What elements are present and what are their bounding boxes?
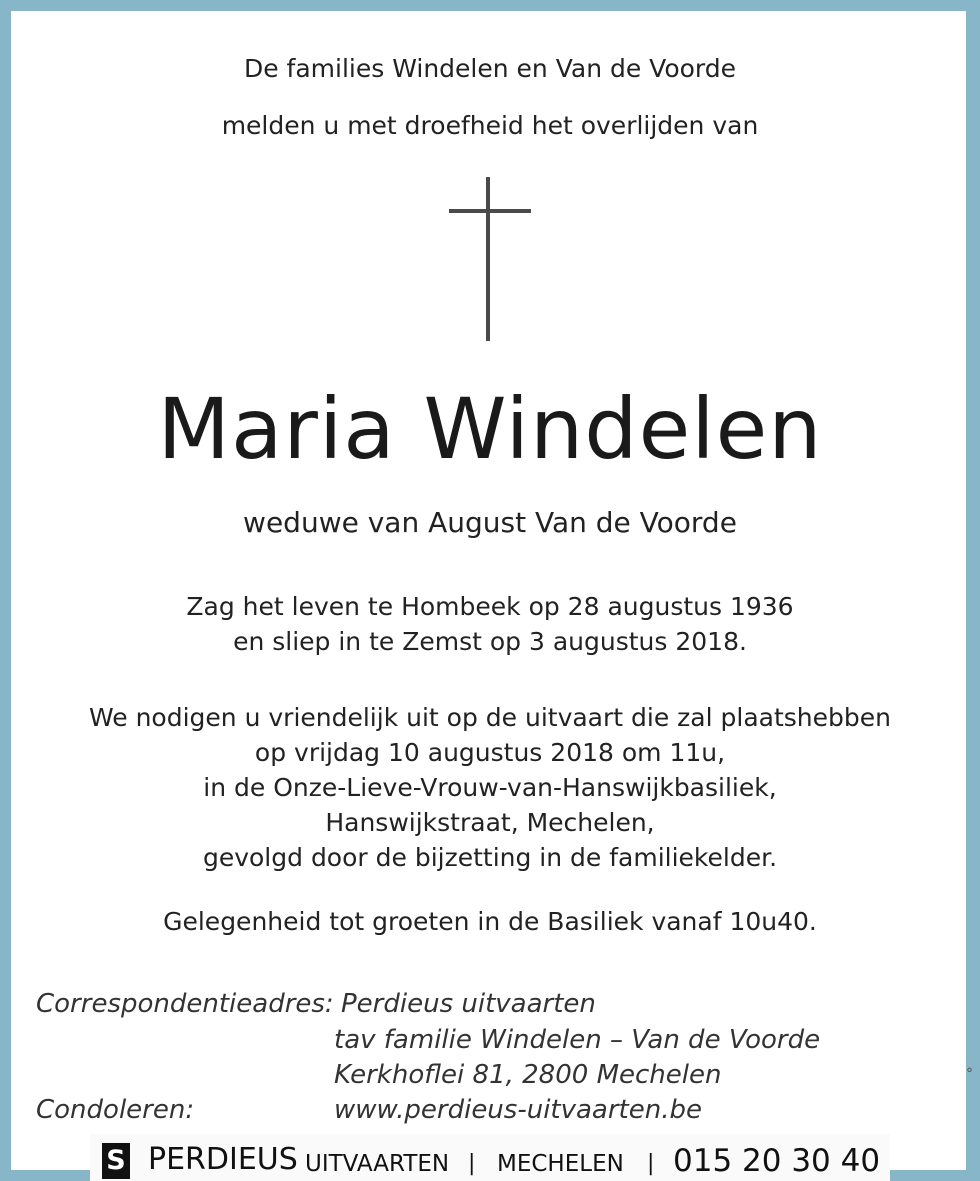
frame-right	[966, 0, 980, 1181]
footer-subtitle: UITVAARTEN	[305, 1151, 450, 1177]
correspondence-line: tav familie Windelen – Van de Voorde	[334, 1025, 821, 1055]
logo-letter: S	[106, 1145, 126, 1176]
intro-line-2: melden u met droefheid het overlijden van	[221, 111, 759, 140]
frame-left	[0, 0, 11, 1181]
correspondence-line: Kerkhoflei 81, 2800 Mechelen	[334, 1060, 722, 1090]
invitation-line: op vrijdag 10 augustus 2018 om 11u,	[254, 738, 726, 767]
invitation-line: gevolgd door de bijzetting in de familiekelder.	[202, 843, 778, 872]
correspondence-line: Perdieus uitvaarten	[341, 989, 596, 1019]
footer-separator: |	[647, 1151, 655, 1176]
invitation-line: in de Onze-Lieve-Vrouw-van-Hanswijkbasiliek,	[203, 773, 777, 802]
perdieus-logo-icon	[102, 1143, 130, 1179]
invitation-line: Hanswijkstraat, Mechelen,	[325, 808, 655, 837]
condolence-label: Condoleren:	[36, 1095, 195, 1125]
footer-phone[interactable]: 015 20 30 40	[673, 1143, 881, 1179]
death-line: en sliep in te Zemst op 3 augustus 2018.	[233, 627, 747, 656]
widow-of: weduwe van August Van de Voorde	[243, 506, 737, 539]
footer-banner	[90, 1134, 890, 1181]
footer-city: MECHELEN	[497, 1151, 624, 1177]
cross-icon	[486, 177, 490, 341]
footer-separator: |	[468, 1151, 476, 1176]
footer-brand: PERDIEUS	[148, 1142, 298, 1177]
greeting-line: Gelegenheid tot groeten in de Basiliek vanaf 10u40.	[163, 907, 817, 936]
dot-mark: °	[966, 1066, 973, 1082]
frame-top	[0, 0, 980, 11]
correspondence-label: Correspondentieadres:	[36, 989, 334, 1019]
birth-line: Zag het leven te Hombeek op 28 augustus 1936	[186, 592, 794, 621]
cross-icon-bar	[449, 209, 531, 213]
invitation-line: We nodigen u vriendelijk uit op de uitvaart die zal plaatshebben	[89, 703, 891, 732]
condolence-link[interactable]: www.perdieus-uitvaarten.be	[334, 1095, 702, 1125]
intro-line-1: De families Windelen en Van de Voorde	[243, 54, 737, 83]
deceased-name: Maria Windelen	[157, 380, 823, 478]
